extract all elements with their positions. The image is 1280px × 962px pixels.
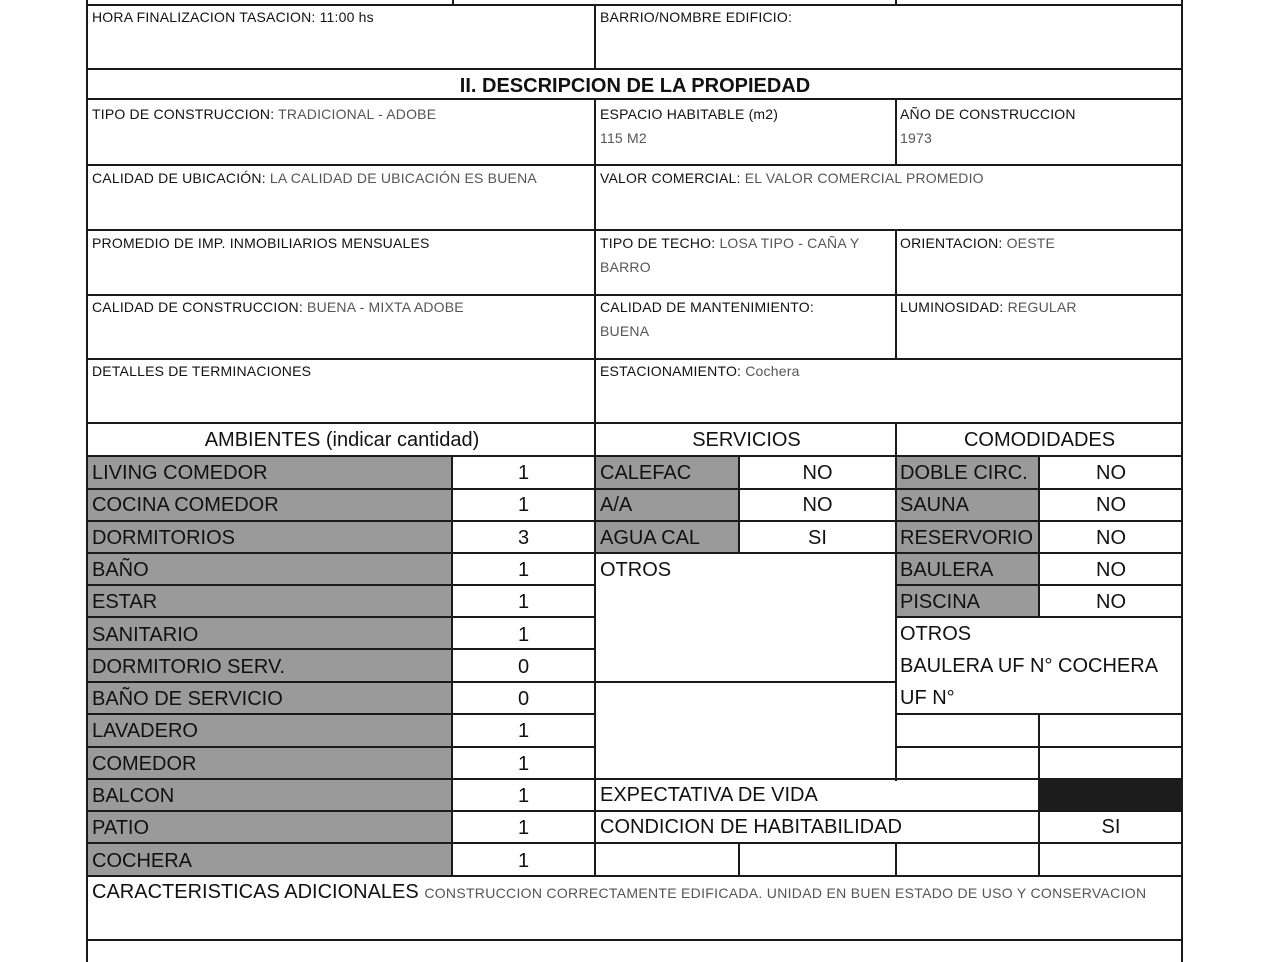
orientacion-value: OESTE <box>1006 235 1056 251</box>
ambiente-label: ESTAR <box>92 591 158 614</box>
tipo-techo-value-line2: BARRO <box>600 259 651 275</box>
calidad-mantenimiento-value: BUENA <box>600 323 650 339</box>
left-border <box>86 0 88 962</box>
servicio-label: A/A <box>600 494 633 517</box>
comodidad-value: NO <box>1096 462 1126 484</box>
tipo-techo-label: TIPO DE TECHO: <box>600 235 716 251</box>
grid-line <box>895 98 897 166</box>
comodidades-header: COMODIDADES <box>963 429 1116 451</box>
calidad-construccion-value: BUENA - MIXTA ADOBE <box>307 299 464 315</box>
grid-line <box>895 422 897 781</box>
comodidad-label: BAULERA <box>900 558 994 581</box>
ambiente-quantity: 1 <box>517 752 530 775</box>
hora-finalizacion-field: HORA FINALIZACION TASACION: 11:00 hs <box>92 9 374 25</box>
grid-line <box>895 842 897 877</box>
section-title: II. DESCRIPCION DE LA PROPIEDAD <box>459 75 811 97</box>
ambiente-label: BAÑO DE SERVICIO <box>92 688 283 711</box>
detalles-terminaciones-label: DETALLES DE TERMINACIONES <box>92 363 312 379</box>
ambiente-quantity: 0 <box>517 688 530 711</box>
ambiente-label: LAVADERO <box>92 720 198 743</box>
ambiente-quantity: 0 <box>517 655 530 678</box>
comodidad-label: SAUNA <box>900 494 969 517</box>
orientacion-label: ORIENTACION: <box>900 235 1003 251</box>
grid-line <box>738 842 740 877</box>
valor-comercial-field <box>600 166 984 190</box>
grid-line <box>594 4 596 70</box>
ambiente-quantity: 1 <box>517 494 530 517</box>
valor-comercial-label: VALOR COMERCIAL: <box>600 170 741 186</box>
barrio-field: BARRIO/NOMBRE EDIFICIO: <box>600 9 793 25</box>
estacionamiento-value: Cochera <box>745 363 800 379</box>
caracteristicas-label: CARACTERISTICAS ADICIONALES <box>92 881 419 903</box>
ambiente-label: LIVING COMEDOR <box>92 462 268 484</box>
comodidad-value: NO <box>1096 591 1126 614</box>
tipo-techo-value: LOSA TIPO - CAÑA Y <box>719 235 860 251</box>
ambiente-quantity: 1 <box>517 817 530 840</box>
calidad-ubicacion-value: LA CALIDAD DE UBICACIÓN ES BUENA <box>269 170 537 186</box>
comodidad-value: NO <box>1096 558 1126 581</box>
ambiente-quantity: 1 <box>517 591 530 614</box>
estacionamiento-label: ESTACIONAMIENTO: <box>600 363 742 379</box>
caracteristicas-value: CONSTRUCCION CORRECTAMENTE EDIFICADA. UNIDAD EN BUEN ESTADO DE USO Y CONSERVACION <box>424 885 1147 901</box>
luminosidad-label: LUMINOSIDAD: <box>900 299 1004 315</box>
luminosidad-value: REGULAR <box>1007 299 1077 315</box>
grid-line <box>895 229 897 360</box>
ambiente-quantity: 1 <box>517 462 530 484</box>
grid-line <box>594 98 596 424</box>
servicios-otros-label: OTROS <box>600 559 672 581</box>
ambientes-header: AMBIENTES (indicar cantidad) <box>204 429 480 451</box>
comodidad-value: NO <box>1096 526 1126 549</box>
comodidad-value: NO <box>1096 494 1126 517</box>
ambiente-quantity: 1 <box>517 849 530 872</box>
tipo-construccion-label: TIPO DE CONSTRUCCION: <box>92 106 275 122</box>
comodidades-otros-line1: BAULERA UF N° COCHERA <box>900 655 1159 677</box>
ambiente-label: DORMITORIO SERV. <box>92 655 286 678</box>
calidad-construccion-label: CALIDAD DE CONSTRUCCION: <box>92 299 303 315</box>
caracteristicas-adicionales-field <box>92 877 1146 908</box>
calidad-construccion-field <box>92 295 464 319</box>
grid-line <box>1038 842 1040 877</box>
tipo-construccion-field <box>92 102 436 126</box>
grid-line <box>594 681 897 683</box>
promedio-imp-label: PROMEDIO DE IMP. INMOBILIARIOS MENSUALES <box>92 235 430 251</box>
calidad-mantenimiento-label: CALIDAD DE MANTENIMIENTO: <box>600 299 814 315</box>
ambiente-label: COCHERA <box>92 849 193 872</box>
grid-line <box>86 422 1183 424</box>
ambiente-label: COMEDOR <box>92 752 197 775</box>
anio-construccion-value: 1973 <box>900 130 932 146</box>
grid-line <box>1038 713 1040 780</box>
servicio-label: AGUA CAL <box>600 526 701 549</box>
anio-construccion-label: AÑO DE CONSTRUCCION <box>900 106 1076 122</box>
luminosidad-field <box>900 295 1077 319</box>
servicio-value: NO <box>802 494 833 517</box>
calidad-ubicacion-label: CALIDAD DE UBICACIÓN: <box>92 170 266 186</box>
ambiente-label: BAÑO <box>92 558 149 581</box>
ambiente-label: COCINA COMEDOR <box>92 494 279 517</box>
servicios-header: SERVICIOS <box>692 429 801 451</box>
tipo-construccion-value: TRADICIONAL - ADOBE <box>278 106 437 122</box>
comodidad-label: RESERVORIO <box>900 526 1033 549</box>
ambiente-label: BALCON <box>92 785 175 807</box>
condicion-habitabilidad-value: SI <box>1101 816 1121 838</box>
espacio-habitable-value: 115 M2 <box>600 130 647 146</box>
servicio-label: CALEFAC <box>600 462 692 484</box>
ambiente-label: SANITARIO <box>92 623 199 646</box>
ambiente-label: DORMITORIOS <box>92 526 235 549</box>
ambiente-quantity: 3 <box>517 526 530 549</box>
espacio-habitable-label: ESPACIO HABITABLE (m2) <box>600 106 779 122</box>
grid-line <box>86 68 1183 70</box>
grid-line <box>86 939 1183 941</box>
expectativa-vida-label: EXPECTATIVA DE VIDA <box>600 784 818 806</box>
ambiente-quantity: 1 <box>517 558 530 581</box>
comodidad-label: PISCINA <box>900 591 981 614</box>
calidad-ubicacion-field <box>92 166 537 190</box>
expectativa-vida-value-cell <box>1040 779 1182 811</box>
orientacion-field <box>900 231 1055 255</box>
comodidades-otros-label: OTROS <box>900 623 972 645</box>
tipo-techo-field <box>600 231 859 255</box>
comodidad-label: DOBLE CIRC. <box>900 462 1028 484</box>
comodidades-otros-line2: UF N° <box>900 687 955 709</box>
estacionamiento-field <box>600 359 800 383</box>
ambiente-label: PATIO <box>92 817 150 840</box>
ambiente-quantity: 1 <box>517 720 530 743</box>
condicion-habitabilidad-label: CONDICION DE HABITABILIDAD <box>600 816 902 838</box>
servicio-value: NO <box>802 462 833 484</box>
ambiente-quantity: 1 <box>517 785 530 807</box>
servicio-value: SI <box>808 526 827 549</box>
valor-comercial-value: EL VALOR COMERCIAL PROMEDIO <box>744 170 984 186</box>
ambiente-quantity: 1 <box>517 623 530 646</box>
